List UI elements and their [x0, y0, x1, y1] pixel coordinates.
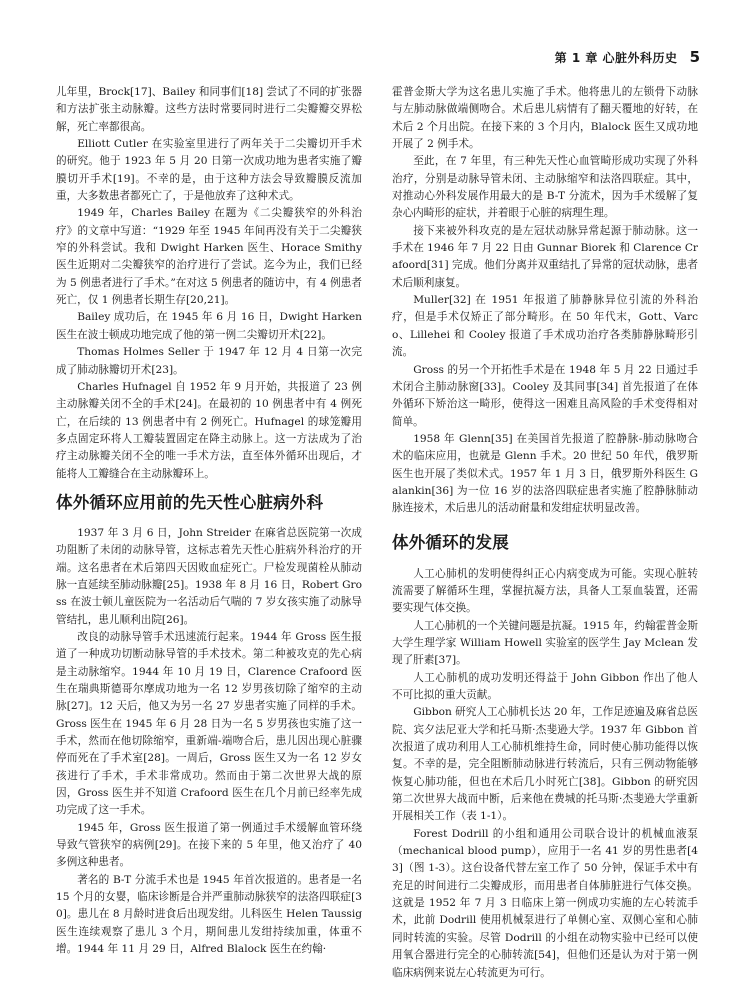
section-heading: 体外循环应用前的先天性心脏病外科 — [56, 492, 324, 512]
paragraph: Elliott Cutler 在实验室里进行了两年关于二尖瓣切开手术的研究。他于 1923 年 5 月 20 日第一次成功地为患者实施了瓣膜切开手术[19]。不幸的是，由于这种方法会导致瓣膜反流加重，大多数患者都死亡了，于是他放弃了这种术式。 — [56, 138, 362, 203]
paragraph: 至此，在 7 年里，有三种先天性心血管畸形成功实现了外科治疗，分别是动脉导管未闭、主动脉缩窄和法洛四联症。其中，对推动心外科发展作用最大的是 B-T 分流术，因为手术缓解了复杂心内畸形的症状，并着眼于心脏的病理生理。 — [392, 155, 698, 220]
paragraph: 1949 年，Charles Bailey 在题为《二尖瓣狭窄的外科治疗》的文章中写道：“1929 年至 1945 年间再没有关于二尖瓣狭窄的外科尝试。我和 Dwight Harken 医生、Horace Smithy 医生近期对二尖瓣狭窄的治疗进行了尝试。迄今为止，我们已经为 5 例患者进行了手术。”在对这 5 例患者的随访中，有 4 例患者死亡，仅 1 例患者长期生存[20,21]。 — [56, 207, 362, 307]
paragraph: 改良的动脉导管手术迅速流行起来。1944 年 Gross 医生报道了一种成功切断动脉导管的手术技术。第二种被攻克的先心病是主动脉缩窄。1944 年 10 月 19 日，Clarence Crafoord 医生在瑞典斯德哥尔摩成功地为一名 12 岁男孩切除了缩窄的主动脉[27]。12 天后，他又为另一名 27 岁患者实施了同样的手术。Gross 医生在 1945 年 6 月 28 日为一名 5 岁男孩也实施了这一手术，然而在他切除缩窄，重新端-端吻合后，患儿因出现心脏骤停而死在了手术室[28]。一周后，Gross 医生又为一名 12 岁女孩进行了手术，手术非常成功。然而由于第二次世界大战的原因，Gross 医生并不知道 Crafoord 医生在几个月前已经率先成功完成了这一手术。 — [56, 630, 362, 817]
paragraph: 儿年里，Brock[17]、Bailey 和同事们[18] 尝试了不同的扩张器和方法扩张主动脉瓣。这些方法时常要同时进行二尖瓣瓣交界松解，死亡率都很高。 — [56, 86, 362, 133]
section-heading: 体外循环的发展 — [392, 532, 509, 552]
paragraph: 1937 年 3 月 6 日，John Streider 在麻省总医院第一次成功阻断了未闭的动脉导管，这标志着先天性心脏病外科治疗的开端。这名患者在术后第四天因败血症死亡。尸检发现菌栓从肺动脉一直延续至肺动脉瓣[25]。1938 年 8 月 16 日，Robert Gross 在波士顿儿童医院为一名活动后气喘的 7 岁女孩实施了动脉导管结扎，患儿顺利出院[26]。 — [56, 526, 362, 626]
right-column — [392, 84, 698, 982]
paragraph: 1945 年，Gross 医生报道了第一例通过手术缓解血管环绕导致气管狭窄的病例[29]。在接下来的 5 年里，他又治疗了 40 多例这种患者。 — [56, 821, 362, 869]
paragraph: Thomas Holmes Seller 于 1947 年 12 月 4 日第一次完成了肺动脉瓣切开术[23]。 — [56, 346, 362, 376]
paragraph: Charles Hufnagel 自 1952 年 9 月开始，共报道了 23 例主动脉瓣关闭不全的手术[24]。在最初的 10 例患者中有 4 例死亡，在后续的 13 例患者中有 2 例死亡。Hufnagel 的球笼瓣用多点固定环将人工瓣装置固定在降主动脉上。这一方法成为了治疗主动脉瓣关闭不全的唯一手术方法，直至体外循环出现后，才能将人工瓣缝合在主动脉瓣环上。 — [56, 380, 362, 480]
paragraph: 1958 年 Glenn[35] 在美国首先报道了腔静脉-肺动脉吻合术的临床应用，也就是 Glenn 手术。20 世纪 50 年代，俄罗斯医生也开展了类似术式。1957 年 1 月 3 日，俄罗斯外科医生 Galankin[36] 为一位 16 岁的法洛四联症患者实施了腔静脉肺动脉连接术，术后患儿的活动耐量和发绀症状明显改善。 — [392, 432, 698, 515]
paragraph: 人工心肺机的成功发明还得益于 John Gibbon 作出了他人不可比拟的重大贡献。 — [392, 671, 698, 701]
paragraph: 人工心肺机的发明使得纠正心内病变成为可能。实现心脏转流需要了解循环生理，掌握抗凝方法，具备人工泵血装置，还需要实现气体交换。 — [392, 567, 698, 615]
paragraph: 接下来被外科攻克的是左冠状动脉异常起源于肺动脉。这一手术在 1946 年 7 月 22 日由 Gunnar Biorek 和 Clarence Crafoord[31] 完成。他们分离并双重结扎了异常的冠状动脉，患者术后顺利康复。 — [392, 224, 698, 289]
chapter-title: 第 1 章 心脏外科历史 — [554, 51, 678, 65]
page-number: 5 — [689, 48, 700, 66]
paragraph: Bailey 成功后，在 1945 年 6 月 16 日，Dwight Harken 医生在波士顿成功地完成了他的第一例二尖瓣切开术[22]。 — [56, 311, 362, 341]
paragraph: 著名的 B-T 分流手术也是 1945 年首次报道的。患者是一名 15 个月的女婴，临床诊断是合并严重肺动脉狭窄的法洛四联症[30]。患儿在 8 月龄时进食后出现发绀。儿科医生 Helen Taussig 医生连续观察了患儿 3 个月，期间患儿发绀持续加重，体重不增。1944 年 11 月 29 日，Alfred Blalock 医生在约翰· — [56, 873, 362, 956]
paragraph: 霍普金斯大学为这名患儿实施了手术。他将患儿的左锁骨下动脉与左肺动脉做端侧吻合。术后患儿病情有了翻天覆地的好转，在术后 2 个月出院。在接下来的 3 个月内，Blalock 医生又成功地开展了 2 例手术。 — [392, 86, 698, 151]
running-header — [555, 48, 700, 68]
paragraph: Gibbon 研究人工心肺机长达 20 年，工作足迹遍及麻省总医院、宾夕法尼亚大学和托马斯·杰斐逊大学。1937 年 Gibbon 首次报道了成功利用人工心肺机维持生命，同时使心肺功能得以恢复。不幸的是，完全阻断肺动脉进行转流后，只有三例动物能够恢复心肺功能，但也在术后几小时死亡[38]。Gibbon 的研究因第二次世界大战而中断，后来他在费城的托马斯·杰斐逊大学重新开展相关工作（表 1-1）。 — [392, 706, 698, 823]
paragraph: Muller[32] 在 1951 年报道了肺静脉异位引流的外科治疗，但是手术仅矫正了部分畸形。在 50 年代末，Gott、Varco、Lillehei 和 Cooley 报道了手术成功治疗各类肺静脉畸形引流。 — [392, 294, 698, 359]
paragraph: Forest Dodrill 的小组和通用公司联合设计的机械血液泵（mechanical blood pump），应用于一名 41 岁的男性患者[43]（图 1-3）。这台设备代替左室工作了 50 分钟，保证手术中有充足的时间进行二尖瓣成形，而用患者自体肺脏进行气体交换。这就是 1952 年 7 月 3 日临床上第一例成功实施的左心转流手术，此前 Dodrill 使用机械泵进行了单侧心室、双侧心室和心肺同时转流的实验。尽管 Dodrill 的小组在动物实验中已经可以使用氧合器进行完全的心肺转流[54]，但他们还是认为对于第一例临床病例来说左心转流更为可行。 — [392, 827, 698, 979]
paragraph: Gross 的另一个开拓性手术是在 1948 年 5 月 22 日通过手术闭合主肺动脉窗[33]。Cooley 及其同事[34] 首先报道了在体外循环下矫治这一畸形，使得这一困难且高风险的手术变得相对简单。 — [392, 363, 698, 428]
left-column — [56, 84, 362, 959]
paragraph: 人工心肺机的一个关键问题是抗凝。1915 年，约翰霍普金斯大学生理学家 William Howell 实验室的医学生 Jay Mclean 发现了肝素[37]。 — [392, 619, 698, 667]
